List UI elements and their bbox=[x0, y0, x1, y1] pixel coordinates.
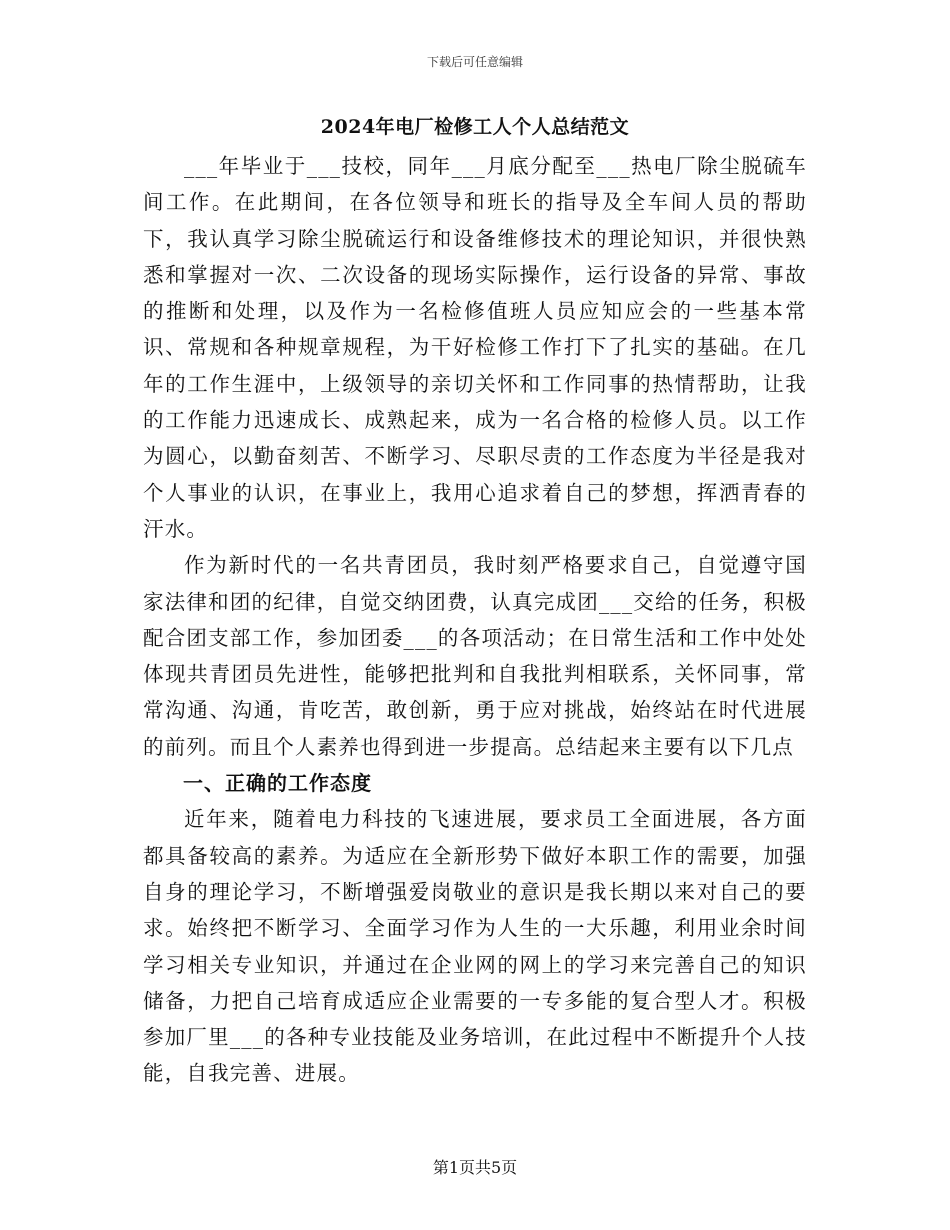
document-title: 2024年电厂检修工人个人总结范文 bbox=[320, 116, 630, 138]
section-heading-1: 一、正确的工作态度 bbox=[183, 771, 372, 796]
page-header-note: 下载后可任意编辑 bbox=[426, 55, 523, 69]
page-number: 第1页共5页 bbox=[432, 1158, 518, 1177]
body-paragraph-1: ___年毕业于___技校，同年___月底分配至___热电厂除尘脱硫车间工作。在此期间，在各位领导和班长的指导及全车间人员的帮助下，我认真学习除尘脱硫运行和设备维修技术的理论知识，并很快熟悉和掌握对一次、二次设备的现场实际操作，运行设备的异常、事故的推断和处理，以及作为一名检修值班人员应知应会的一些基本常识、常规和各种规章规程，为干好检修工作打下了扎实的基础。在几年的工作生涯中，上级领导的亲切关怀和工作同事的热情帮助，让我的工作能力迅速成长、成熟起来，成为一名合格的检修人员。以工作为圆心，以勤奋刻苦、不断学习、尽职尽责的工作态度为半径是我对个人事业的认识，在事业上，我用心追求着自己的梦想，挥洒青春的汗水。 bbox=[143, 154, 807, 541]
document-body bbox=[143, 148, 807, 1092]
body-paragraph-2: 作为新时代的一名共青团员，我时刻严格要求自己，自觉遵守国家法律和团的纪律，自觉交纳团费，认真完成团___交给的任务，积极配合团支部工作，参加团委___的各项活动；在日常生活和工作中处处体现共青团员先进性，能够把批判和自我批判相联系，关怀同事，常常沟通、沟通，肯吃苦，敢创新，勇于应对挑战，始终站在时代进展的前列。而且个人素养也得到进一步提高。总结起来主要有以下几点 bbox=[143, 553, 807, 759]
section-1-paragraph: 近年来，随着电力科技的飞速进展，要求员工全面进展，各方面都具备较高的素养。为适应在全新形势下做好本职工作的需要，加强自身的理论学习，不断增强爱岗敬业的意识是我长期以来对自己的要求。始终把不断学习、全面学习作为人生的一大乐趣，利用业余时间学习相关专业知识，并通过在企业网的网上的学习来完善自己的知识储备，力把自己培育成适应企业需要的一专多能的复合型人才。积极参加厂里___的各种专业技能及业务培训，在此过程中不断提升个人技能，自我完善、进展。 bbox=[143, 807, 807, 1086]
